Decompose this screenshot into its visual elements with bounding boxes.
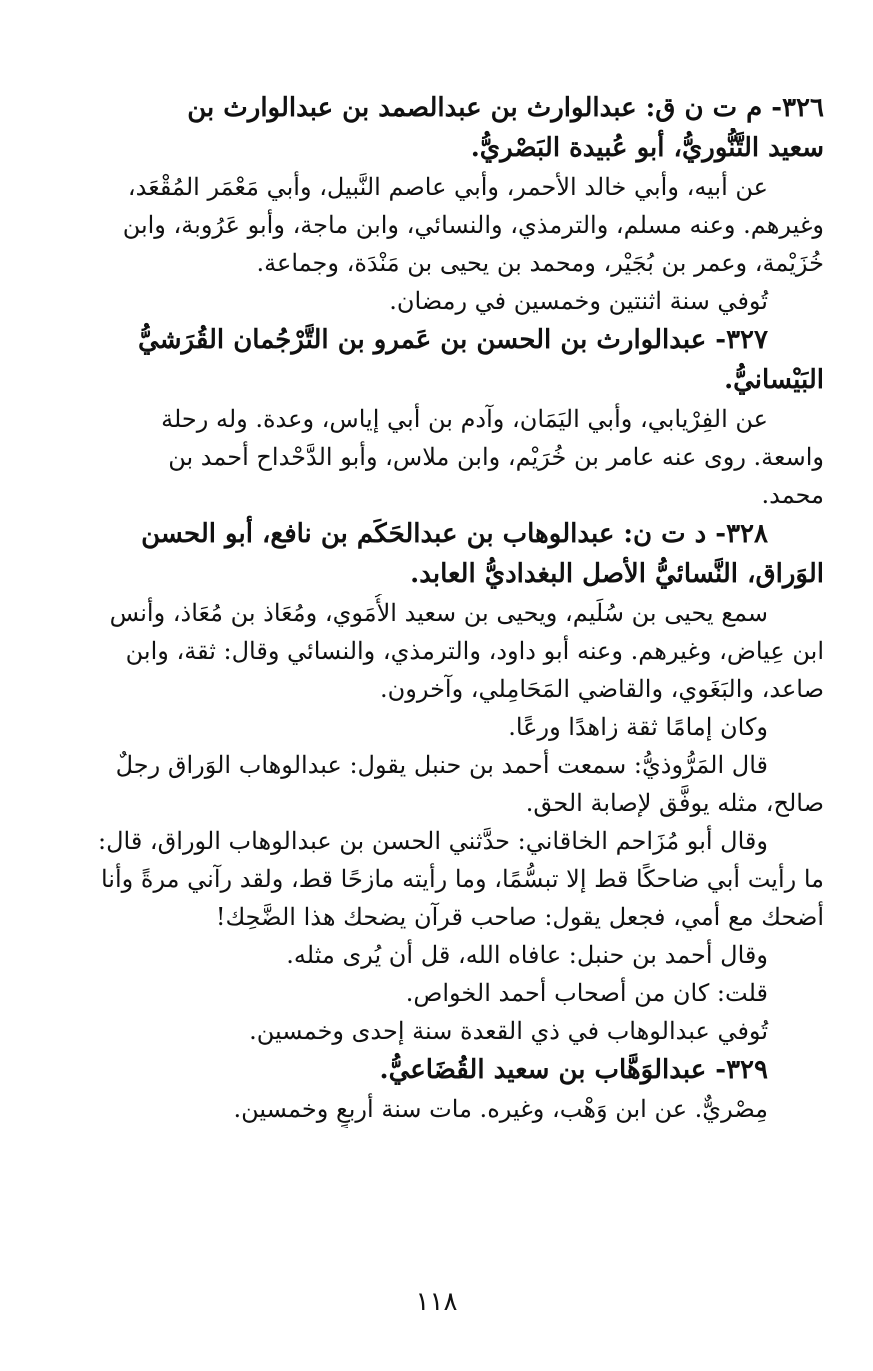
entry-body-line: قلت: كان من أصحاب أحمد الخواص. xyxy=(405,979,768,1007)
entry-body-line: تُوفي عبدالوهاب في ذي القعدة سنة إحدى وخمسين. xyxy=(249,1017,768,1045)
entry-heading-line: ٣٢٧- عبدالوارث بن الحسن بن عَمرو بن التَّرْجُمان القُرَشيُّ xyxy=(138,325,768,355)
page-text xyxy=(34,88,824,1128)
entry-heading-line: ٣٢٩- عبدالوَهَّاب بن سعيد القُضَاعيُّ. xyxy=(379,1055,768,1085)
entry-329 xyxy=(34,1050,824,1128)
entry-body-line: ما رأيت أبي ضاحكًا قط إلا تبسُّمًا، وما رأيته مازحًا قط، ولقد رآني مرةً وأنا xyxy=(100,865,824,893)
entry-328 xyxy=(34,514,824,1050)
entry-body-line: واسعة. روى عنه عامر بن خُرَيْم، وابن ملاس، وأبو الدَّحْداح أحمد بن xyxy=(168,443,824,471)
entry-body-line: وقال أبو مُزَاحم الخاقاني: حدَّثني الحسن بن عبدالوهاب الوراق، قال: xyxy=(97,827,768,855)
entry-326 xyxy=(34,88,824,320)
entry-body-line: قال المَرُّوذيُّ: سمعت أحمد بن حنبل يقول: عبدالوهاب الوَراق رجلٌ xyxy=(115,751,768,779)
entry-body-line: صاعد، والبَغَوي، والقاضي المَحَامِلي، وآخرون. xyxy=(380,675,824,703)
entry-body-line: تُوفي سنة اثنتين وخمسين في رمضان. xyxy=(389,287,768,315)
entry-body-line: سمع يحيى بن سُلَيم، ويحيى بن سعيد الأُمَوي، ومُعَاذ بن مُعَاذ، وأنس xyxy=(109,599,768,627)
entry-body-line: أضحك مع أمي، فجعل يقول: صاحب قرآن يضحك هذا الضَّحِك! xyxy=(215,903,824,931)
entry-heading-line: ٣٢٨- د ت ن: عبدالوهاب بن عبدالحَكَم بن نافع، أبو الحسن xyxy=(141,519,768,549)
entry-body-line: خُزَيْمة، وعمر بن بُجَيْر، ومحمد بن يحيى بن مَنْدَة، وجماعة. xyxy=(256,249,824,277)
entry-body-line: صالح، مثله يوفَّق لإصابة الحق. xyxy=(525,789,824,817)
entry-body-line: وغيرهم. وعنه مسلم، والترمذي، والنسائي، وابن ماجة، وأبو عَرُوبة، وابن xyxy=(122,211,824,239)
entry-body-line: وكان إمامًا ثقة زاهدًا ورعًا. xyxy=(508,713,768,741)
entry-body-line: مِصْريٌّ. عن ابن وَهْب، وغيره. مات سنة أربعٍ وخمسين. xyxy=(233,1095,768,1123)
entry-body-line: ابن عِياض، وغيرهم. وعنه أبو داود، والترمذي، والنسائي وقال: ثقة، وابن xyxy=(125,637,824,665)
entry-heading-line: سعيد التَّنُّوريُّ، أبو عُبيدة البَصْريُّ. xyxy=(470,133,824,163)
entry-heading-line: الوَراق، النَّسائيُّ الأصل البغداديُّ العابد. xyxy=(410,559,824,589)
entry-body-line: عن أبيه، وأبي خالد الأحمر، وأبي عاصم النَّبيل، وأبي مَعْمَر المُقْعَد، xyxy=(127,173,768,201)
entry-body-line: وقال أحمد بن حنبل: عافاه الله، قل أن يُرى مثله. xyxy=(286,941,768,969)
entry-327 xyxy=(34,320,824,514)
entry-heading-line: ٣٢٦- م ت ن ق: عبدالوارث بن عبدالصمد بن عبدالوارث بن xyxy=(187,93,824,123)
entry-body-line: عن الفِرْيابي، وأبي اليَمَان، وآدم بن أبي إياس، وعدة. وله رحلة xyxy=(161,405,768,433)
page-number: ١١٨ xyxy=(415,1287,458,1317)
entry-body-line: محمد. xyxy=(761,481,824,509)
entry-heading-line: البَيْسانيُّ. xyxy=(724,365,824,395)
